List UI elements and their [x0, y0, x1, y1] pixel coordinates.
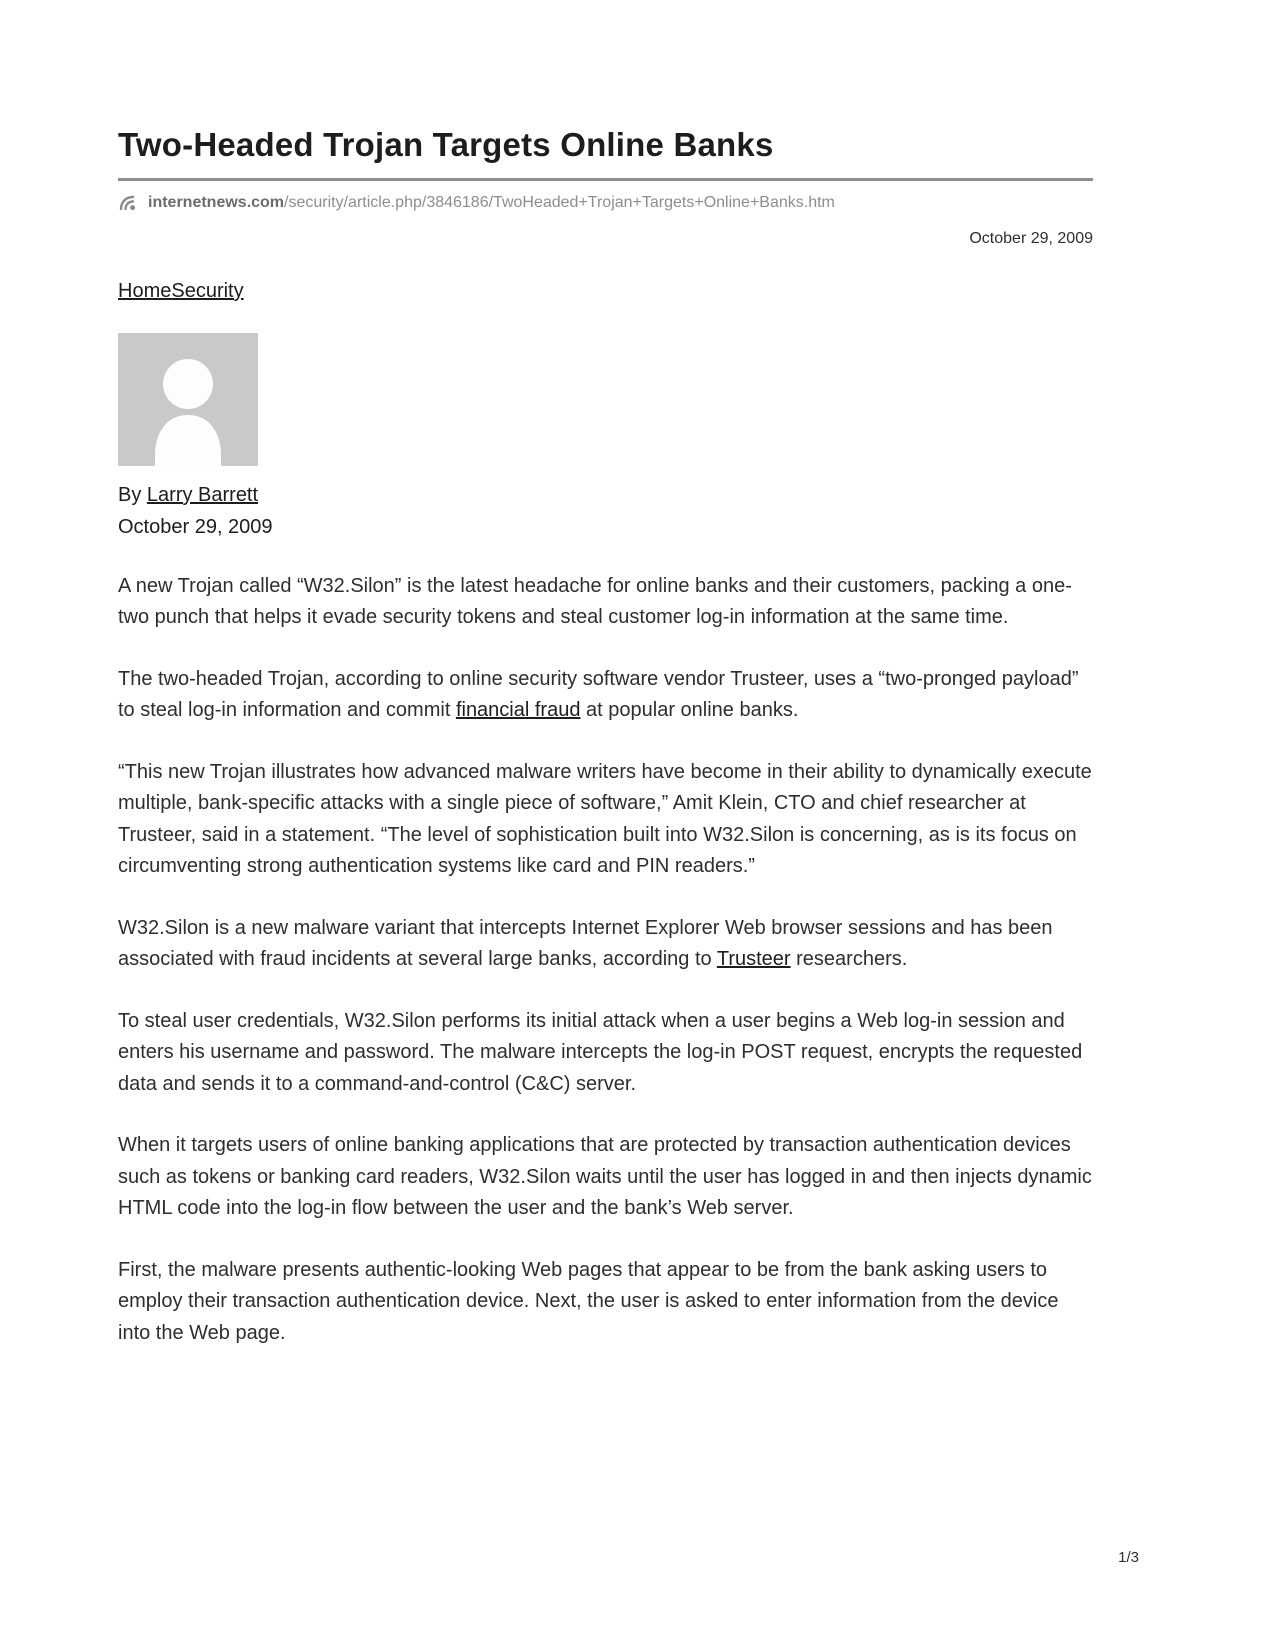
- author-link[interactable]: Larry Barrett: [146, 483, 259, 506]
- article-date-top: October 29, 2009: [969, 229, 1093, 247]
- site-favicon-icon: [118, 193, 140, 213]
- title-divider: [118, 178, 1093, 181]
- source-row: [118, 192, 1093, 214]
- breadcrumb-link-security[interactable]: Security: [171, 279, 244, 302]
- byline-prefix: By: [118, 483, 147, 506]
- paragraph-text: W32.Silon is a new malware variant that intercepts Internet Explorer Web browser sessions and has been associated with fraud incidents at several large banks, according to: [118, 916, 1053, 971]
- page-title: Two-Headed Trojan Targets Online Banks: [118, 126, 774, 163]
- source-path: /security/article.php/3846186/TwoHeaded+Trojan+Targets+Online+Banks.htm: [284, 193, 835, 211]
- article-paragraph: First, the malware presents authentic-looking Web pages that appear to be from the bank asking users to employ their transaction authentication device. Next, the user is asked to enter information from the device into the Web page.: [118, 1258, 1059, 1344]
- article-paragraph: A new Trojan called “W32.Silon” is the latest headache for online banks and their customers, packing a one-two punch that helps it evade security tokens and steal customer log-in information at the same time.: [118, 574, 1072, 629]
- article-paragraph: When it targets users of online banking applications that are protected by transaction authentication devices such as tokens or banking card readers, W32.Silon waits until the user has logged in and then injects dynamic HTML code into the log-in flow between the user and the bank’s Web server.: [118, 1134, 1092, 1220]
- paragraph-text: The two-headed Trojan, according to online security software vendor Trusteer, uses a “two-pronged payload” to steal log-in information and commit: [118, 667, 1079, 722]
- author-avatar: [118, 333, 258, 466]
- paragraph-text: researchers.: [790, 948, 908, 971]
- source-url: [148, 192, 835, 214]
- person-silhouette-icon: [118, 333, 258, 466]
- article-paragraph: [118, 913, 1093, 976]
- article-paragraph: To steal user credentials, W32.Silon performs its initial attack when a user begins a Web log-in session and enters his username and password. The malware intercepts the log-in POST request, encrypts the requested data and sends it to a command-and-control (C&C) server.: [118, 1009, 1083, 1095]
- byline: [118, 484, 1093, 507]
- article-paragraph: “This new Trojan illustrates how advanced malware writers have become in their ability to dynamically execute multiple, bank-specific attacks with a single piece of software,” Amit Klein, CTO and chief researcher at Trusteer, said in a statement. “The level of sophistication built into W32.Silon is concerning, as is its focus on circumventing strong authentication systems like card and PIN readers.”: [118, 760, 1092, 878]
- byline-date: October 29, 2009: [118, 515, 273, 538]
- source-domain: internetnews.com: [148, 193, 285, 211]
- paragraph-text: at popular online banks.: [580, 699, 799, 722]
- article-body: [118, 571, 1093, 1350]
- article-paragraph: [118, 664, 1093, 727]
- page-indicator: 1/3: [1118, 1549, 1139, 1566]
- breadcrumb-link-home[interactable]: Home: [118, 279, 172, 302]
- trusteer-link[interactable]: Trusteer: [716, 948, 791, 971]
- financial-fraud-link[interactable]: financial fraud: [455, 699, 581, 722]
- article-content: [118, 0, 1093, 1349]
- breadcrumb: [118, 280, 1093, 303]
